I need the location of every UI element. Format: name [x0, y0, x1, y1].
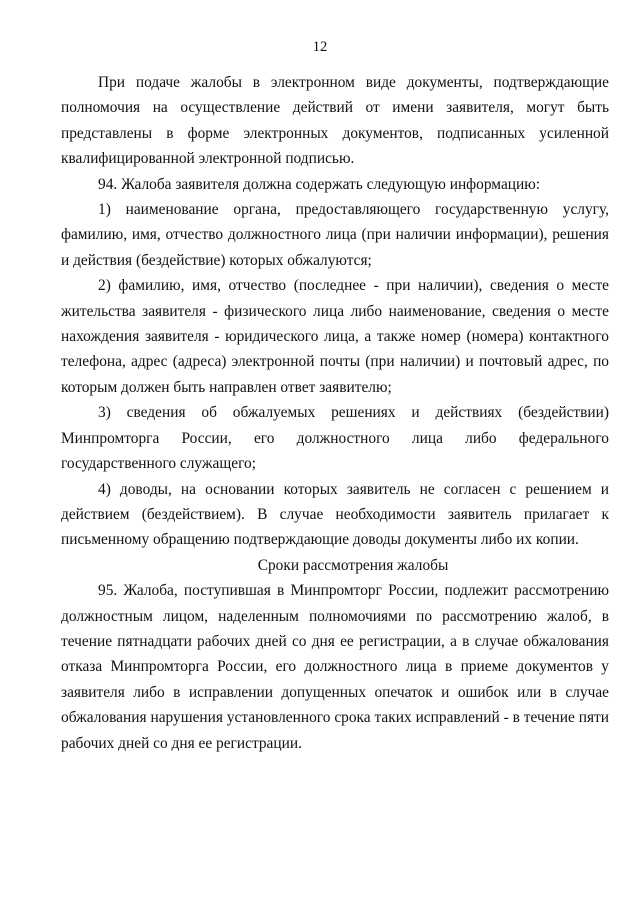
paragraph-94-intro: 94. Жалоба заявителя должна содержать следующую информацию:: [98, 175, 541, 193]
list-item-2: 2) фамилию, имя, отчество (последнее - при наличии), сведения о месте жительства заявителя - физического лица либо наименование, сведения о месте нахождения заявителя - юридического лица, а также номер (номера) контактного телефона, адрес (адреса) электронной почты (при наличии) и почтовый адрес, по которым должен быть направлен ответ заявителю;: [61, 277, 609, 396]
paragraph-95: 95. Жалоба, поступившая в Минпромторг России, подлежит рассмотрению должностным лицом, наделенным полномочиями по рассмотрению жалоб, в течение пятнадцати рабочих дней со дня ее регистрации, а в случае обжалования отказа Минпромторга России, его должностного лица в приеме документов у заявителя либо в исправлении допущенных опечаток и ошибок или в случае обжалования нарушения установленного срока таких исправлений - в течение пяти рабочих дней со дня ее регистрации.: [61, 582, 609, 752]
section-heading: Сроки рассмотрения жалобы: [257, 556, 449, 574]
paragraph-electronic-submission: При подаче жалобы в электронном виде документы, подтверждающие полномочия на осуществление действий от имени заявителя, могут быть представлены в форме электронных документов, подписанных усиленной квалифицированной электронной подписью.: [61, 74, 609, 168]
list-item-1: 1) наименование органа, предоставляющего государственную услугу, фамилию, имя, отчество должностного лица (при наличии информации), решения и действия (бездействие) которых обжалуются;: [61, 201, 609, 269]
document-body: [61, 70, 609, 756]
list-item-4: 4) доводы, на основании которых заявитель не согласен с решением и действием (бездействием). В случае необходимости заявитель прилагает к письменному обращению подтверждающие доводы документы либо их копии.: [61, 480, 609, 549]
page-number: 12: [312, 39, 328, 55]
list-item-3: 3) сведения об обжалуемых решениях и действиях (бездействии) Минпромторга России, его должностного лица либо федерального государственного служащего;: [61, 404, 609, 473]
